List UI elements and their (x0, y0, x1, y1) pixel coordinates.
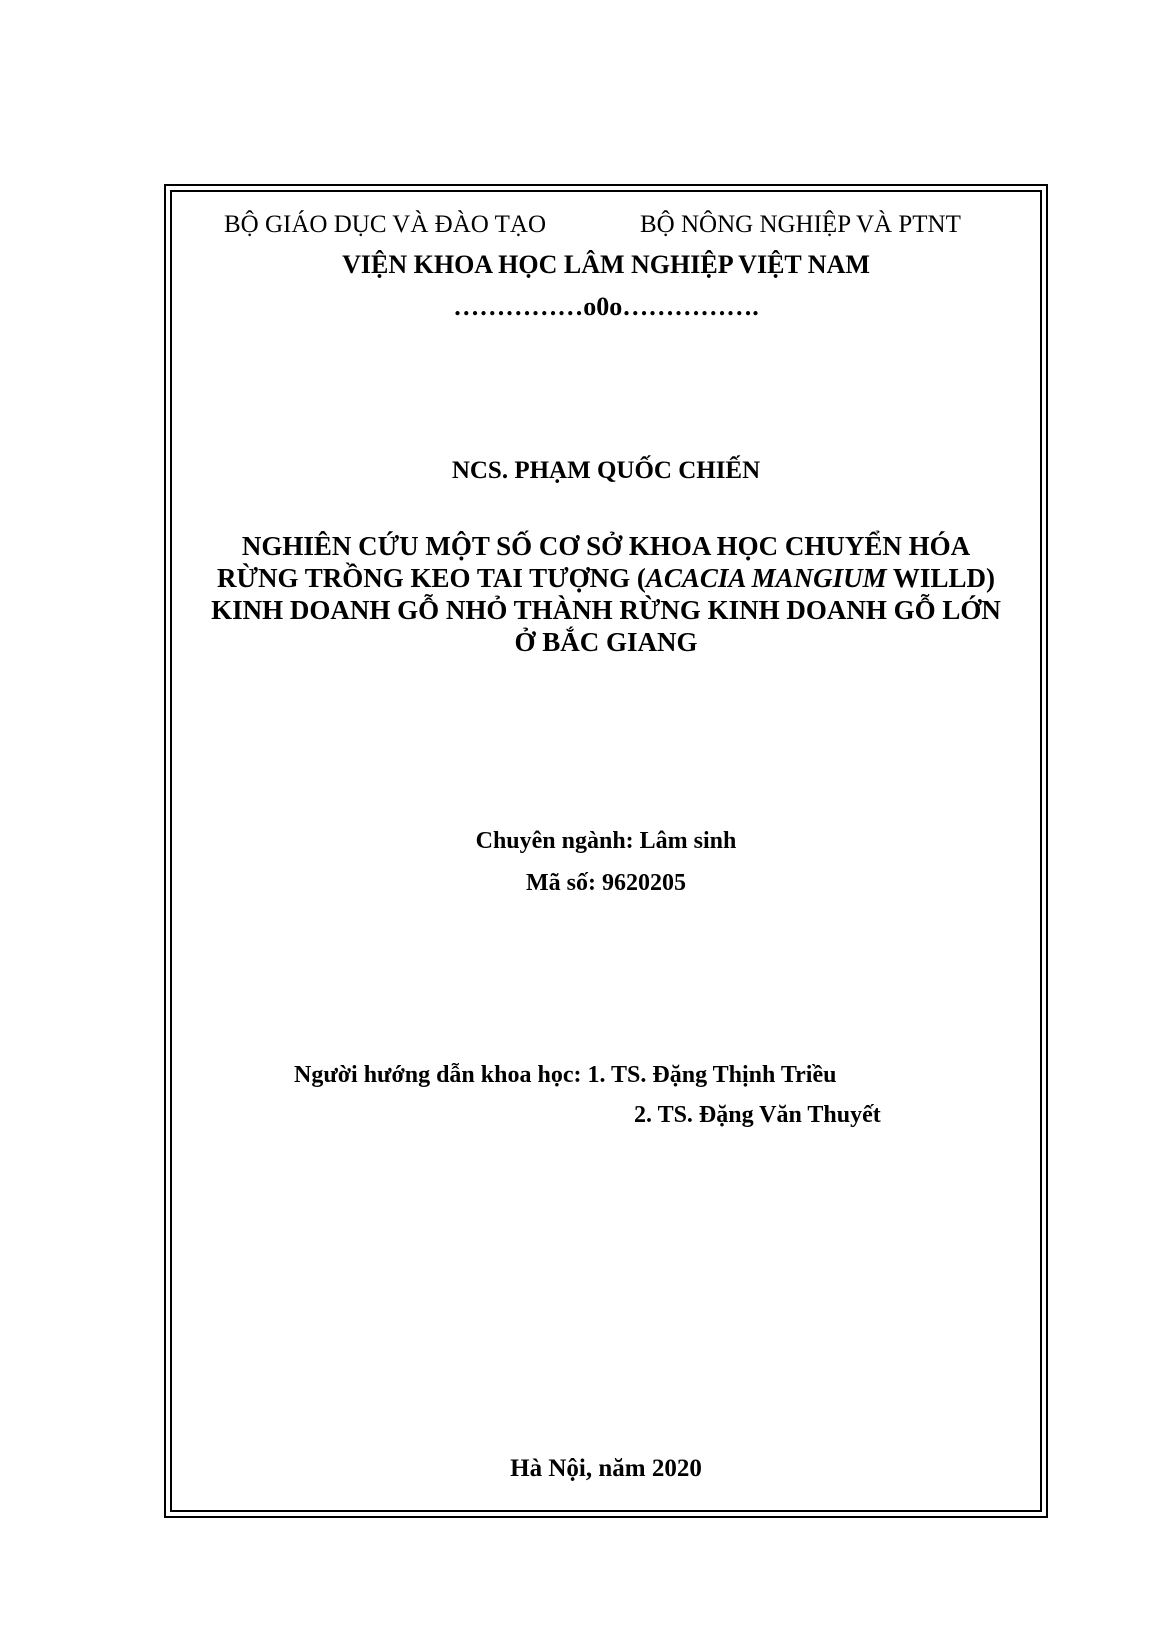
ministry-education: BỘ GIÁO DỤC VÀ ĐÀO TẠO (224, 211, 546, 238)
title-line-2: RỪNG TRỒNG KEO TAI TƯỢNG (ACACIA MANGIUM WILLD) (217, 563, 995, 593)
author-name: NCS. PHẠM QUỐC CHIẾN (451, 457, 761, 484)
advisor-line-2: 2. TS. Đặng Văn Thuyết (634, 1102, 881, 1128)
title-line-3: KINH DOANH GỖ NHỎ THÀNH RỪNG KINH DOANH GỖ LỚN (211, 595, 1001, 625)
ministry-agriculture: BỘ NÔNG NGHIỆP VÀ PTNT (640, 211, 961, 238)
species-name: ACACIA MANGIUM (645, 563, 887, 593)
specialization-label: Chuyên ngành: Lâm sinh (475, 828, 737, 854)
title-line-1: NGHIÊN CỨU MỘT SỐ CƠ SỞ KHOA HỌC CHUYỂN HÓA (241, 531, 971, 561)
thesis-title (172, 530, 1040, 658)
separator: ……………o0o……………. (453, 292, 759, 321)
specialization-code: Mã số: 9620205 (526, 870, 686, 896)
place-date: Hà Nội, năm 2020 (510, 1455, 702, 1482)
advisor-line-1: Người hướng dẫn khoa học: 1. TS. Đặng Thịnh Triều (294, 1062, 837, 1088)
title-line-4: Ở BẮC GIANG (514, 627, 698, 657)
institute-name: VIỆN KHOA HỌC LÂM NGHIỆP VIỆT NAM (342, 250, 870, 279)
